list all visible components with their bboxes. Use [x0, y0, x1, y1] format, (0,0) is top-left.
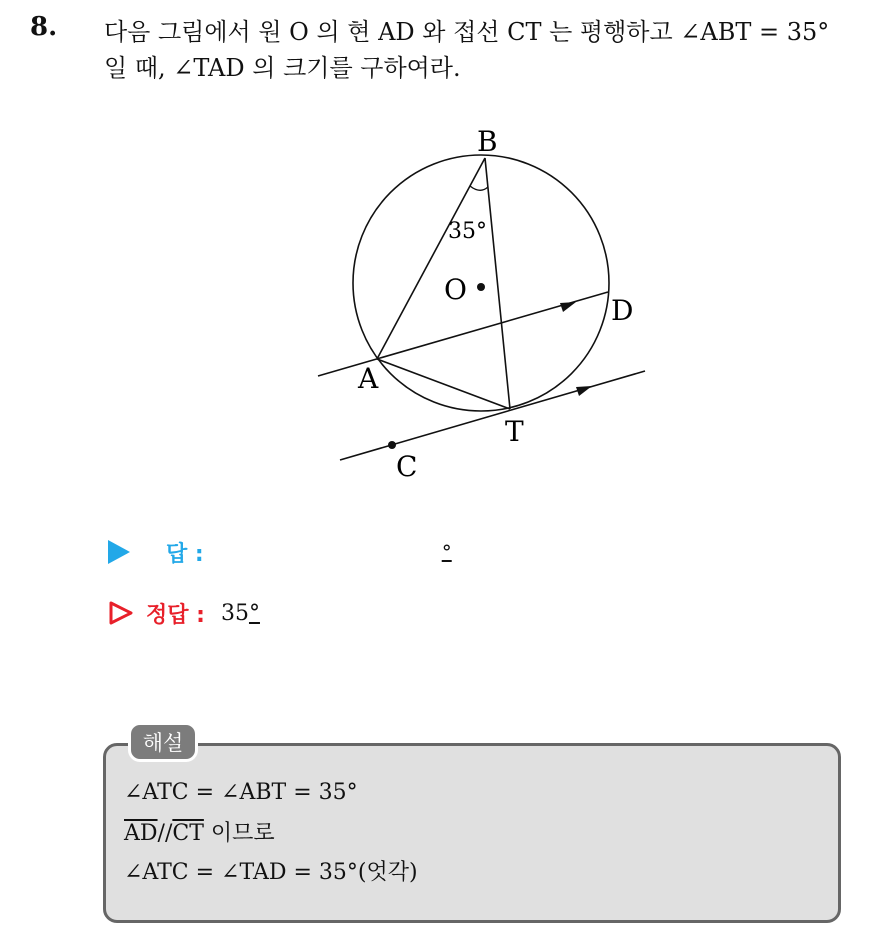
segment-ct-text: $\overline{CT}$ — [172, 821, 204, 846]
label-b: B — [477, 125, 498, 158]
segment-ba — [377, 158, 485, 359]
solution-line1: ∠ATC = ∠ABT = 35° — [124, 780, 358, 805]
segment-bt — [485, 158, 510, 409]
question-number: 8. — [30, 12, 58, 42]
label-d: D — [611, 294, 634, 327]
question-text-line1: 다음 그림에서 원 O 의 현 AD 와 접선 CT 는 평행하고 ∠ABT = 35° — [104, 18, 830, 46]
triangle-outline-icon — [108, 600, 134, 626]
correct-value-wrap — [221, 601, 260, 626]
correct-value: 35 — [220, 600, 249, 626]
correct-row — [108, 596, 260, 630]
point-c-dot — [388, 441, 396, 449]
label-a: A — [358, 362, 379, 395]
label-c: C — [396, 450, 418, 483]
arrow-ct — [576, 386, 592, 396]
angle-arc-b — [470, 186, 488, 190]
label-t: T — [505, 415, 524, 448]
answer-label: 답 : — [166, 541, 204, 567]
solution-line3: ∠ATC = ∠TAD = 35°(엇각) — [124, 860, 418, 885]
solution-tab: 해설 — [128, 722, 198, 762]
question-text-line2: 일 때, ∠TAD 의 크기를 구하여라. — [104, 54, 461, 82]
question-text — [104, 14, 864, 86]
line-ct — [340, 371, 645, 460]
segment-at — [377, 359, 510, 409]
arrow-ad — [560, 302, 576, 312]
parallel-symbol: // — [157, 821, 173, 846]
label-o: O — [444, 273, 467, 306]
center-o-dot — [477, 283, 485, 291]
segment-ad-text: $\overline{AD}$ — [124, 821, 158, 846]
correct-unit: ° — [248, 600, 260, 626]
correct-label: 정답 : — [146, 602, 205, 628]
label-angle: 35° — [448, 219, 487, 244]
geometry-figure — [300, 120, 660, 490]
solution-line2-suffix: 이므로 — [203, 821, 275, 846]
answer-row — [108, 535, 452, 569]
triangle-filled-icon — [108, 540, 130, 564]
answer-unit: ° — [441, 540, 452, 564]
solution-line2 — [124, 816, 275, 847]
